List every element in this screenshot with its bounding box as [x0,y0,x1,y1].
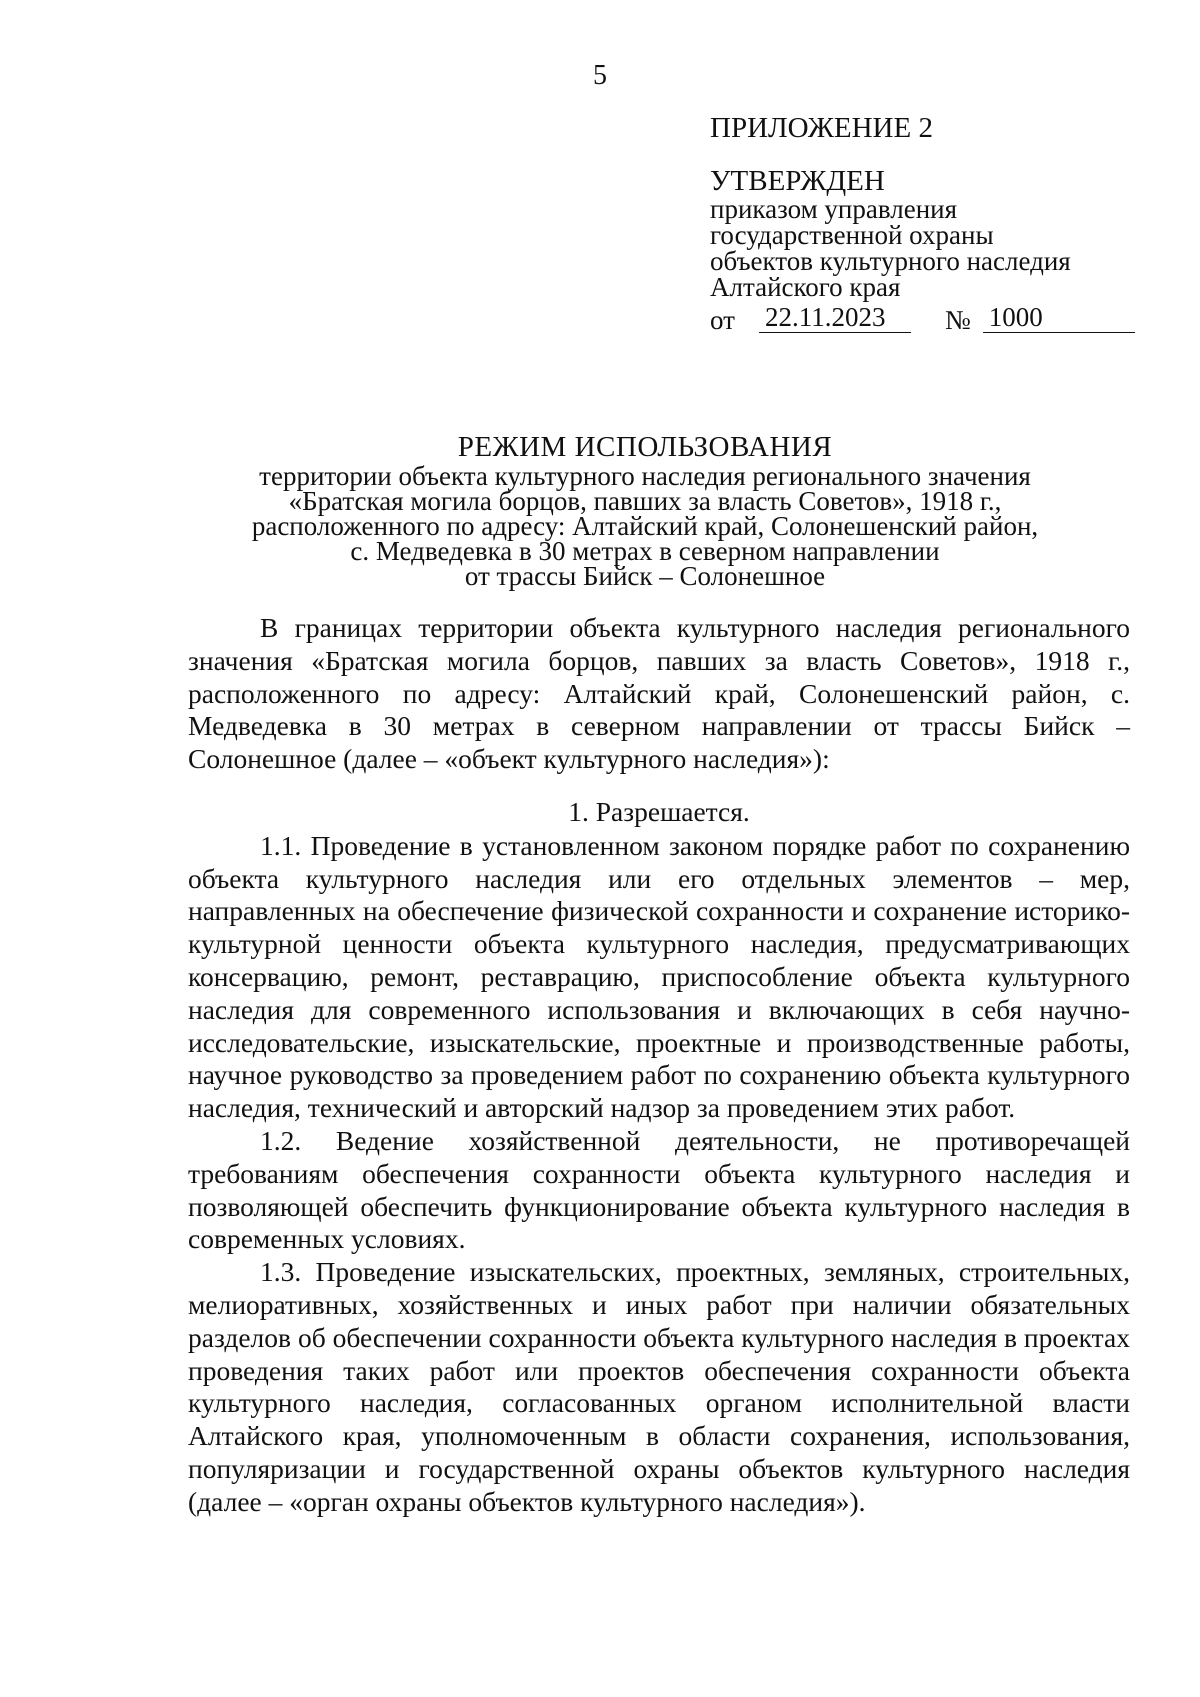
title-line: «Братская могила борцов, павших за власть Советов», 1918 г., [288,486,1002,516]
approval-line: объектов культурного наследия [710,246,1071,276]
title-line: от трассы Бийск – Солонешное [464,561,826,591]
title-line: расположенного по адресу: Алтайский край, Солонешенский район, [251,511,1039,541]
number-label: № [944,305,971,335]
clause-1-1: 1.1. Проведение в установленном законом порядке работ по сохранению объекта культурного наследия или его отдельных элементов – мер, направленных на обеспечение физической сохранности и сохранение историко-культурной ценности объекта культурного наследия, предусматривающих консервацию, ремонт, реставрацию, приспособление объекта культурного наследия для современного использования и включающих в себя научно-исследовательские, изыскательские, проектные и производственные работы, научное руководство за проведением работ по сохранению объекта культурного наследия, технический и авторский надзор за проведением этих работ. [188,829,1130,1124]
approval-line: Алтайского края [710,272,901,302]
title-line: с. Медведевка в 30 метрах в северном направлении [350,536,940,566]
order-number: 1000 [983,304,1135,333]
main-title: РЕЖИМ ИСПОЛЬЗОВАНИЯ [457,431,833,463]
clause-1-2: 1.2. Ведение хозяйственной деятельности, не противоречащей требованиям обеспечения сохранности объекта культурного наследия и позволяющей обеспечить функционирование объекта культурного наследия в современных условиях. [188,1124,1130,1255]
intro-paragraph: В границах территории объекта культурного наследия регионального значения «Братская могила борцов, павших за власть Советов», 1918 г., расположенного по адресу: Алтайский край, Солонешенский район, с. Медведевка в 30 метрах в северном направлении от трассы Бийск – Солонешное (далее – «объект культурного наследия»): [188,612,1130,775]
approval-line: государственной охраны [710,220,994,250]
clause-1-3: 1.3. Проведение изыскательских, проектных, земляных, строительных, мелиоративных, хозяйственных и иных работ при наличии обязательных разделов об обеспечении сохранности объекта культурного наследия в проектах проведения таких работ или проектов обеспечения сохранности объекта культурного наследия, согласованных органом исполнительной власти Алтайского края, уполномоченным в области сохранения, использования, популяризации и государственной охраны объектов культурного наследия (далее – «орган охраны объектов культурного наследия»). [188,1256,1130,1517]
section-heading: 1. Разрешается. [568,795,750,827]
document-body [188,612,1130,1519]
approved-heading: УТВЕРЖДЕН [710,165,885,197]
order-date: 22.11.2023 [759,304,911,333]
appendix-heading: ПРИЛОЖЕНИЕ 2 [710,112,933,144]
title-line: территории объекта культурного наследия регионального значения [259,461,1031,491]
page-number: 5 [593,60,607,91]
approval-block [710,112,1150,333]
date-label: от [710,305,735,335]
approval-line: приказом управления [710,194,958,224]
document-title [160,432,1130,589]
order-details [710,304,1150,333]
